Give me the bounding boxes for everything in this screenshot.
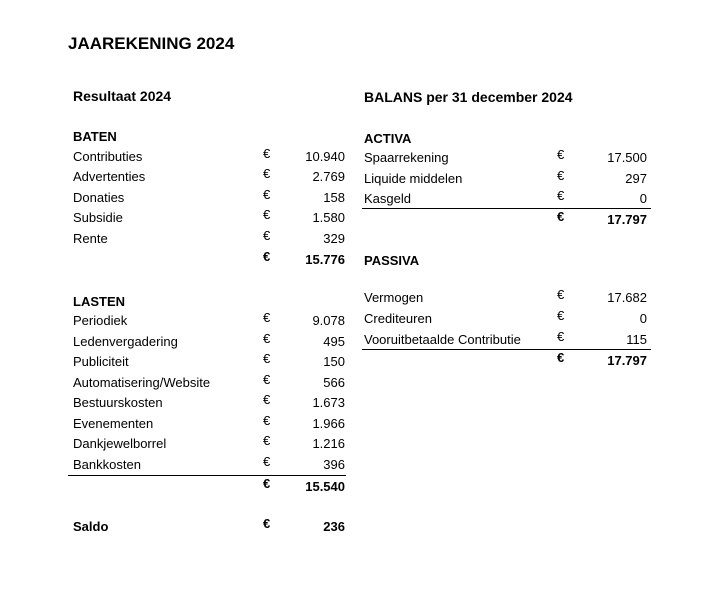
- currency-symbol: €: [263, 392, 271, 407]
- row-amount: 1.216: [312, 436, 345, 451]
- baten-row-advertenties: [73, 167, 345, 187]
- resultaat-title: Resultaat 2024: [73, 88, 172, 104]
- row-amount: 10.940: [305, 149, 345, 164]
- currency-symbol: €: [263, 207, 271, 222]
- currency-symbol: €: [263, 310, 271, 325]
- row-label: Subsidie: [73, 210, 123, 225]
- row-amount: 329: [323, 231, 345, 246]
- currency-symbol: €: [557, 168, 565, 183]
- lasten-subtotal-line: [68, 475, 346, 476]
- lasten-row-ledenvergadering: [73, 332, 345, 352]
- baten-total-amount: 15.776: [305, 252, 345, 267]
- row-amount: 566: [323, 375, 345, 390]
- row-amount: 115: [626, 332, 647, 347]
- lasten-total-amount: 15.540: [305, 479, 345, 494]
- lasten-total-row: [73, 477, 345, 497]
- passiva-heading: PASSIVA: [364, 253, 420, 268]
- row-label: Bestuurskosten: [73, 395, 163, 410]
- activa-row-liquide-middelen: [364, 169, 647, 189]
- row-label: Automatisering/Website: [73, 375, 211, 390]
- row-amount: 2.769: [312, 169, 345, 184]
- row-label: Rente: [73, 231, 108, 246]
- activa-row-kasgeld: [364, 189, 647, 209]
- currency-symbol: €: [557, 350, 565, 365]
- lasten-row-publiciteit: [73, 352, 345, 372]
- currency-symbol: €: [557, 329, 565, 344]
- row-amount: 297: [625, 171, 647, 186]
- currency-symbol: €: [263, 187, 271, 202]
- row-label: Donaties: [73, 190, 125, 205]
- row-label: Evenementen: [73, 416, 154, 431]
- row-label: Liquide middelen: [364, 171, 463, 186]
- currency-symbol: €: [557, 209, 565, 224]
- currency-symbol: €: [557, 308, 565, 323]
- activa-total-amount: 17.797: [607, 212, 647, 227]
- row-amount: 1.673: [312, 395, 345, 410]
- passiva-total-row: [364, 351, 647, 371]
- row-amount: 17.682: [607, 290, 647, 305]
- baten-row-contributies: [73, 147, 345, 167]
- lasten-row-dankjewelborrel: [73, 434, 345, 454]
- row-amount: 150: [323, 354, 345, 369]
- currency-symbol: €: [263, 228, 271, 243]
- row-label: Contributies: [73, 149, 143, 164]
- row-amount: 158: [323, 190, 345, 205]
- row-label: Periodiek: [73, 313, 128, 328]
- row-label: Advertenties: [73, 169, 146, 184]
- baten-heading: BATEN: [73, 129, 117, 144]
- lasten-row-evenementen: [73, 414, 345, 434]
- balans-title: BALANS per 31 december 2024: [364, 89, 573, 105]
- row-amount: 1.966: [312, 416, 345, 431]
- lasten-heading: LASTEN: [73, 294, 125, 309]
- activa-total-row: [364, 210, 647, 230]
- row-label: Spaarrekening: [364, 150, 449, 165]
- row-amount: 396: [323, 457, 345, 472]
- lasten-row-bestuurskosten: [73, 393, 345, 413]
- passiva-row-vooruitbetaalde-contributie: [364, 330, 647, 350]
- row-label: Kasgeld: [364, 191, 411, 206]
- passiva-row-vermogen: [364, 288, 647, 308]
- activa-heading: ACTIVA: [364, 131, 412, 146]
- row-amount: 17.500: [607, 150, 647, 165]
- saldo-amount: 236: [323, 519, 345, 534]
- lasten-row-periodiek: [73, 311, 345, 331]
- currency-symbol: €: [263, 516, 271, 531]
- row-label: Ledenvergadering: [73, 334, 178, 349]
- saldo-row: [73, 517, 345, 537]
- currency-symbol: €: [263, 249, 271, 264]
- document-title: JAAREKENING 2024: [68, 34, 235, 53]
- baten-row-subsidie: [73, 208, 345, 228]
- row-label: Publiciteit: [73, 354, 129, 369]
- currency-symbol: €: [263, 372, 271, 387]
- row-amount: 9.078: [312, 313, 345, 328]
- currency-symbol: €: [557, 188, 565, 203]
- row-amount: 0: [639, 311, 647, 326]
- row-label: Vermogen: [364, 290, 424, 305]
- lasten-row-automatisering: [73, 373, 345, 393]
- row-label: Vooruitbetaalde Contributie: [364, 332, 521, 347]
- baten-total-row: [73, 250, 345, 270]
- baten-row-donaties: [73, 188, 345, 208]
- currency-symbol: €: [263, 351, 271, 366]
- row-label: Bankkosten: [73, 457, 141, 472]
- lasten-row-bankkosten: [73, 455, 345, 475]
- row-label: Crediteuren: [364, 311, 432, 326]
- saldo-label: Saldo: [73, 519, 109, 534]
- currency-symbol: €: [263, 413, 271, 428]
- currency-symbol: €: [263, 476, 271, 491]
- activa-row-spaarrekening: [364, 148, 647, 168]
- currency-symbol: €: [557, 287, 565, 302]
- currency-symbol: €: [263, 433, 271, 448]
- currency-symbol: €: [263, 146, 271, 161]
- row-amount: 1.580: [312, 210, 345, 225]
- row-amount: 0: [639, 191, 647, 206]
- passiva-total-amount: 17.797: [607, 353, 647, 368]
- row-amount: 495: [323, 334, 345, 349]
- passiva-subtotal-line: [362, 349, 651, 350]
- currency-symbol: €: [263, 166, 271, 181]
- passiva-row-crediteuren: [364, 309, 647, 329]
- activa-subtotal-line: [362, 208, 651, 209]
- currency-symbol: €: [557, 147, 565, 162]
- baten-row-rente: [73, 229, 345, 249]
- currency-symbol: €: [263, 331, 271, 346]
- row-label: Dankjewelborrel: [73, 436, 167, 451]
- currency-symbol: €: [263, 454, 271, 469]
